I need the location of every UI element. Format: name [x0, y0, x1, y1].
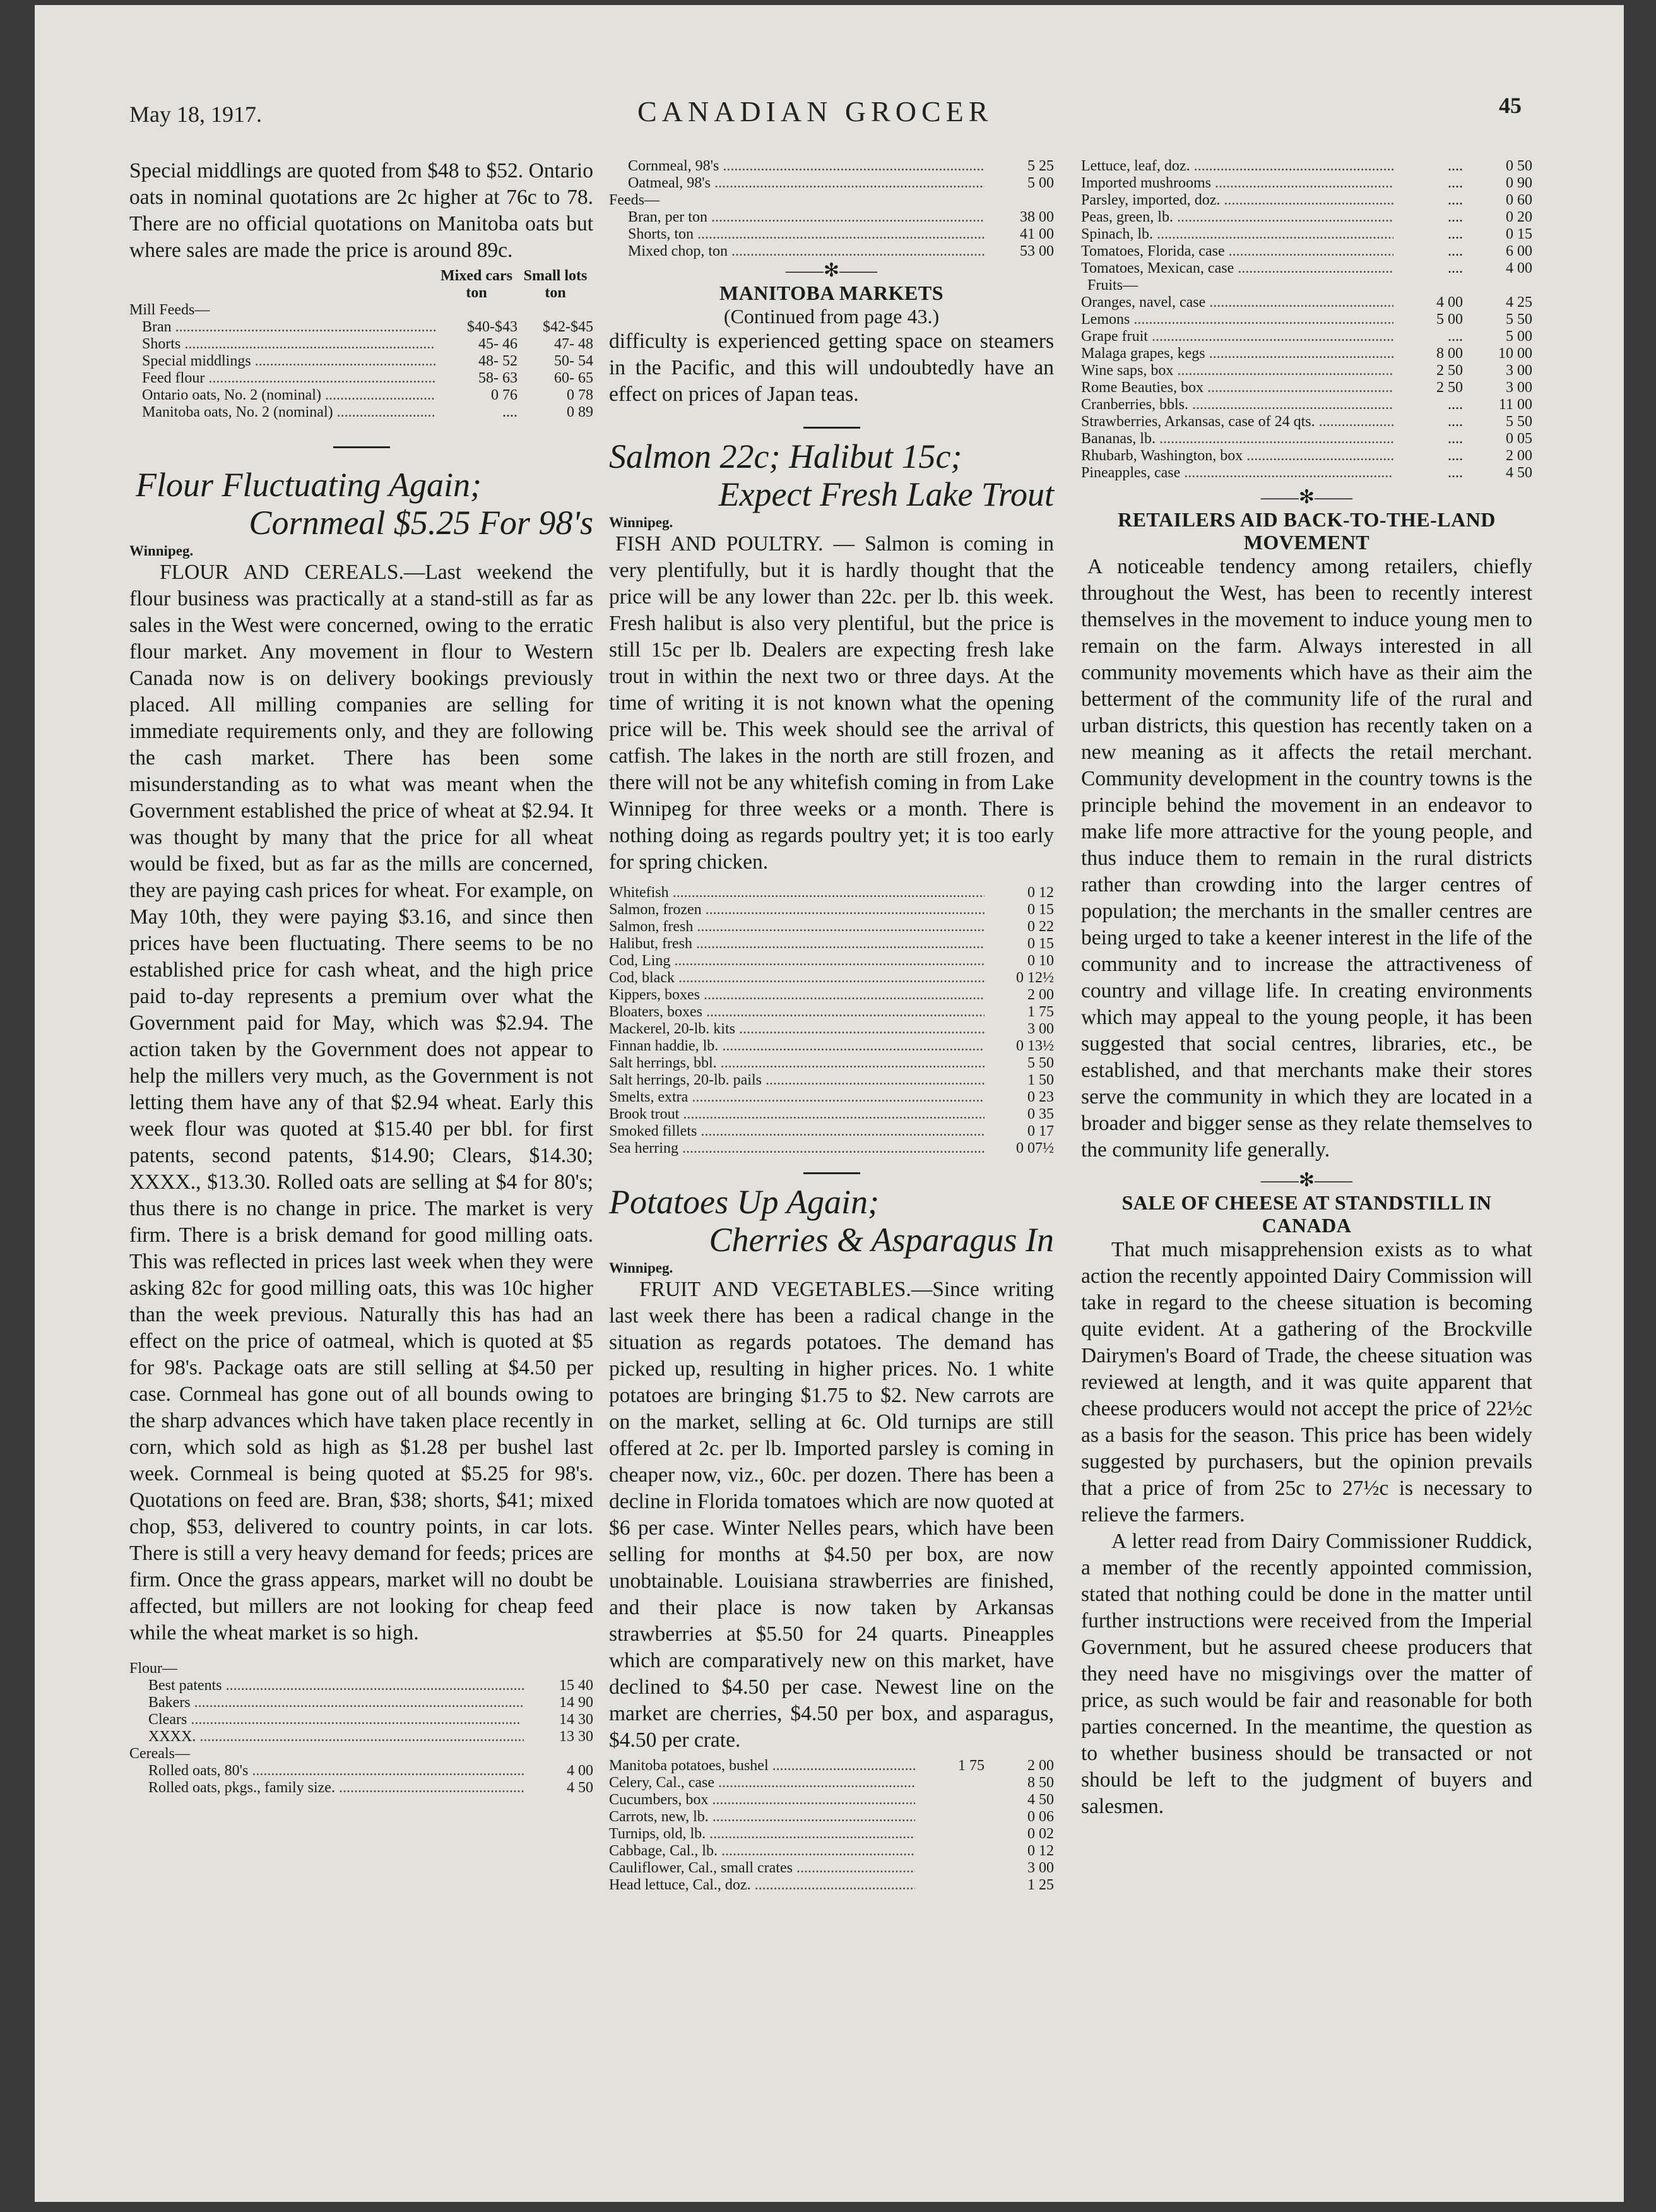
price-value: 15 40 — [559, 1677, 593, 1694]
price-value: 0 12 — [1027, 884, 1054, 901]
divider — [333, 446, 390, 448]
price-item: Ontario oats, No. 2 (nominal) ..... — [129, 387, 435, 404]
price-value: .... — [1448, 175, 1463, 191]
price-row — [1081, 294, 1532, 311]
price-row — [1081, 311, 1532, 328]
price-value: 5 50 — [1027, 1055, 1054, 1071]
price-item: Bloaters, boxes ..... — [609, 1004, 985, 1021]
price-value: 14 30 — [559, 1711, 593, 1728]
price-row — [129, 387, 593, 404]
price-row — [129, 404, 593, 421]
price-row — [609, 1877, 1054, 1894]
col-head-small: Small lots ton — [523, 268, 588, 301]
price-row — [129, 1728, 593, 1745]
column-3 — [1081, 158, 1532, 1820]
price-value: 3 00 — [1506, 362, 1532, 379]
price-row — [1081, 345, 1532, 362]
price-row — [609, 1843, 1054, 1860]
price-row — [129, 370, 593, 387]
price-item: Carrots, new, lb. ..... — [609, 1809, 915, 1826]
price-value: .... — [1448, 192, 1463, 208]
price-row — [609, 243, 1054, 260]
price-item: Shorts ..... — [129, 336, 435, 353]
price-value: 47- 48 — [554, 336, 593, 352]
divider — [803, 427, 860, 429]
price-item: Finnan haddie, lb. ..... — [609, 1038, 985, 1055]
price-value: 60- 65 — [554, 370, 593, 386]
price-value: 3 00 — [1506, 379, 1532, 396]
price-row — [609, 1072, 1054, 1089]
price-row — [1081, 175, 1532, 192]
price-value: 48- 52 — [478, 353, 518, 369]
price-item: Salt herrings, bbl. ..... — [609, 1055, 985, 1072]
price-item: Best patents ..... — [129, 1677, 524, 1694]
headline-line4: Cherries & Asparagus In — [709, 1221, 1054, 1259]
price-value — [915, 1877, 985, 1894]
price-value: .... — [1448, 328, 1463, 345]
price-value: .... — [1448, 260, 1463, 276]
price-item: Strawberries, Arkansas, case of 24 qts. ..... — [1081, 413, 1393, 431]
price-value: 1 75 — [958, 1757, 985, 1774]
retailers-body: A noticeable tendency among retailers, chiefly throughout the West, has been to recently interest themselves in the movement to induce young men to remain on the farm. Always interested in all community movements which have as their aim the betterment of the community life of the rural and urban districts, this question has recently taken on a new meaning as it affects the retail merchant. Community development in the country towns is the principle behind the movement in an endeavor to make life more attractive for the young people, and thus induce them to remain in the rural districts rather than crowding into the larger centres of population; the merchants in the smaller centres are being urged to take a keener interest in the life of the community and to increase the attractiveness of country and village life. In creating environments which may appeal to the young people, it has been suggested that social centres, libraries, etc., be established, and that merchants make their stores serve the community in which they are located in a broader and bigger sense as they relate themselves to the community life generally. — [1081, 555, 1532, 1162]
price-value: 0 12 — [1027, 1843, 1054, 1859]
price-item: Cabbage, Cal., lb. ..... — [609, 1843, 915, 1860]
price-item: Bananas, lb. ..... — [1081, 431, 1393, 448]
price-row — [609, 919, 1054, 936]
column-1 — [129, 158, 593, 1797]
price-value: 0 76 — [491, 387, 518, 403]
price-row — [609, 158, 1054, 175]
price-row — [609, 1123, 1054, 1140]
price-item: Lettuce, leaf, doz. ..... — [1081, 158, 1393, 175]
price-row — [609, 901, 1054, 919]
price-row — [1081, 243, 1532, 260]
price-row — [609, 1021, 1054, 1038]
cheese-body-1: That much misapprehension exists as to what action the recently appointed Dairy Commission will take in regard to the cheese situation is becoming quite evident. At a gathering of the Brockville Dairymen's Board of Trade, the cheese situation was reviewed at length, and it was quite apparent that cheese producers would not accept the price of 22½c as a basis for the season. This price has been widely suggested by purchasers, but the opinion prevails that a price of from 25c to 27½c is necessary to relieve the farmers. — [1081, 1238, 1532, 1526]
price-item: Spinach, lb. ..... — [1081, 226, 1393, 243]
price-item: Malaga grapes, kegs ..... — [1081, 345, 1393, 362]
price-item: Sea herring ..... — [609, 1140, 985, 1157]
price-row — [609, 987, 1054, 1004]
price-item: Celery, Cal., case ..... — [609, 1775, 915, 1792]
price-value: .... — [1448, 413, 1463, 430]
price-value: 5 25 — [1027, 158, 1054, 174]
page-number: 45 — [1499, 93, 1522, 118]
ornament-divider: ——✻—— — [785, 260, 878, 281]
dateline: Winnipeg. — [609, 514, 673, 530]
price-row — [1081, 362, 1532, 379]
price-value: 0 23 — [1027, 1089, 1054, 1105]
price-item: Manitoba oats, No. 2 (nominal) ..... — [129, 404, 435, 421]
price-value: 8 50 — [1027, 1775, 1054, 1791]
price-value: 53 00 — [1020, 243, 1054, 259]
price-value: 4 50 — [1027, 1792, 1054, 1808]
price-value: 4 50 — [1506, 465, 1532, 481]
headline-line1: Salmon 22c; Halibut 15c; — [609, 437, 962, 475]
price-row — [129, 1763, 593, 1780]
headline-line1: Flour Fluctuating Again; — [136, 466, 482, 504]
masthead: CANADIAN GROCER — [637, 95, 993, 128]
price-value: 2 00 — [1027, 1757, 1054, 1774]
ornament-divider: ——✻—— — [1260, 1170, 1353, 1191]
price-row — [1081, 413, 1532, 431]
price-item: Cornmeal, 98's ..... — [609, 158, 985, 175]
price-value: 4 25 — [1506, 294, 1532, 311]
price-value: 5 00 — [1027, 175, 1054, 191]
price-value: 4 00 — [1506, 260, 1532, 276]
price-value: 1 75 — [1027, 1004, 1054, 1020]
price-row — [609, 175, 1054, 192]
price-value: 41 00 — [1020, 226, 1054, 242]
flour-cereals-table — [129, 1660, 593, 1797]
price-item: Wine saps, box ..... — [1081, 362, 1393, 379]
price-value: 0 78 — [567, 387, 593, 403]
dateline: Winnipeg. — [129, 543, 194, 559]
price-value — [915, 1775, 985, 1792]
price-item: Clears ..... — [129, 1711, 524, 1728]
manitoba-heading: MANITOBA MARKETS — [719, 282, 943, 304]
price-value: 1 50 — [1027, 1072, 1054, 1088]
price-value: 0 02 — [1027, 1826, 1054, 1842]
price-row — [609, 1106, 1054, 1123]
section-label: Cereals— — [129, 1745, 190, 1762]
price-item: Kippers, boxes ..... — [609, 987, 985, 1004]
divider — [803, 1172, 860, 1174]
price-item: Brook trout ..... — [609, 1106, 985, 1123]
price-item: Rolled oats, 80's ..... — [129, 1763, 524, 1780]
manitoba-subheading: (Continued from page 43.) — [723, 305, 940, 328]
price-value: 4 50 — [567, 1780, 593, 1796]
price-row — [609, 1140, 1054, 1157]
price-item: XXXX. ..... — [129, 1728, 524, 1745]
price-row — [609, 884, 1054, 901]
price-value: 3 00 — [1027, 1860, 1054, 1876]
price-row — [1081, 209, 1532, 226]
fruit-article-body: FRUIT AND VEGETABLES.—Since writing last week there has been a radical change in the situation as regards potatoes. The demand has picked up, resulting in higher prices. No. 1 white potatoes are bringing $1.75 to $2. New carrots are on the market, selling at 6c. Old turnips are still offered at 2c. per lb. Imported parsley is coming in cheaper now, viz., 60c. per dozen. There has been a decline in Florida tomatoes which are now quoted at $6 per case. Winter Nelles pears, which have been selling for months at $4.50 per box, are now unobtainable. Louisiana strawberries are finished, and their place is now taken by Arkansas strawberries at $5.50 for 24 quarts. Pineapples which are comparatively new on this market, have declined to $4.50 per case. Newest line on the market are cherries, $4.50 per box, and asparagus, $4.50 per crate. — [609, 1278, 1054, 1752]
price-row — [129, 1694, 593, 1711]
price-row — [609, 1809, 1054, 1826]
price-item: Manitoba potatoes, bushel ..... — [609, 1757, 915, 1775]
price-value: 4 00 — [567, 1763, 593, 1779]
flour-article-body: FLOUR AND CEREALS.—Last weekend the flour business was practically at a stand-still as far as sales in the West were concerned, owing to the erratic flour market. Any movement in flour to Western Canada now is on delivery bookings previously placed. All milling companies are selling for immediate requirements only, and they are following the cash market. There has been some misunderstanding as to what was meant when the Government established the price of wheat at $2.94. It was thought by many that the price for all wheat would be fixed, but as far as the mills are concerned, they are paying cash prices for wheat. For example, on May 10th, they were paying $3.16, and since then prices have been fluctuating. There seems to be no established price for cash wheat, and the high price paid to-day represents a premium over what the Government paid for May, which was $2.94. The action taken by the Government does not appear to help the millers very much, as the Government is not letting them have any of that $2.94 wheat. Early this week flour was quoted at $15.40 per bbl. for first patents, second patents, $14.90; Clears, $14.30; XXXX., $13.30. Rolled oats are selling at $4 for 80's; thus there is no change in price. The market is very firm. There is a brisk demand for good milling oats. This was reflected in prices last week when they were asking 82c for good milling oats, this was 10c higher than the week previous. Naturally this has had an effect on the price of oatmeal, which is quoted at $5 for 98's. Package oats are still selling at $4.50 per case. Cornmeal has gone out of all bounds owing to the sharp advances which have taken place recently in corn, which sold as high as $1.28 per bushel last week. Cornmeal is being quoted at $5.25 for 98's. Quotations on feed are. Bran, $38; shorts, $41; mixed chop, $53, delivered to country points, in car lots. There is still a very heavy demand for feeds; prices are firm. Once the grass appears, market will no doubt be affected, but millers are not looking for cheap feed while the wheat market is so high. — [129, 561, 593, 1644]
price-item: Cranberries, bbls. ..... — [1081, 396, 1393, 413]
price-value: 5 00 — [1436, 311, 1463, 328]
price-item: Parsley, imported, doz. ..... — [1081, 192, 1393, 209]
price-row — [609, 936, 1054, 953]
price-row — [1081, 431, 1532, 448]
price-row — [609, 1792, 1054, 1809]
price-row — [1081, 465, 1532, 482]
price-item: Cucumbers, box ..... — [609, 1792, 915, 1809]
price-row — [609, 1757, 1054, 1775]
price-value: 2 50 — [1436, 379, 1463, 396]
headline-line2: Cornmeal $5.25 For 98's — [249, 504, 593, 542]
price-row — [129, 336, 593, 353]
price-value: 0 17 — [1027, 1123, 1054, 1139]
price-item: Special middlings ..... — [129, 353, 435, 370]
section-label: Flour— — [129, 1660, 178, 1677]
price-value: 14 90 — [559, 1694, 593, 1711]
price-item: Mixed chop, ton ..... — [609, 243, 985, 260]
price-value: .... — [1448, 396, 1463, 413]
price-item: Imported mushrooms ..... — [1081, 175, 1393, 192]
price-value: 0 12½ — [1016, 970, 1054, 986]
price-item: Whitefish ..... — [609, 884, 985, 901]
price-value: .... — [1448, 243, 1463, 259]
price-value: 2 50 — [1436, 362, 1463, 379]
section-label: Mill Feeds— — [129, 302, 210, 318]
price-item: Lemons ..... — [1081, 311, 1393, 328]
section-label: Fruits— — [1087, 277, 1138, 294]
price-row — [129, 1677, 593, 1694]
price-item: Rhubarb, Washington, box ..... — [1081, 448, 1393, 465]
price-row — [609, 209, 1054, 226]
price-item: Mackerel, 20-lb. kits ..... — [609, 1021, 985, 1038]
price-value: .... — [1448, 226, 1463, 242]
intro-paragraph: Special middlings are quoted from $48 to $52. Ontario oats in nominal quotations are 2c higher at 76c to 78. There are no official quotations on Manitoba oats but where sales are made the price is around 89c. — [129, 159, 593, 262]
price-value: 5 00 — [1506, 328, 1532, 345]
price-item: Grape fruit ..... — [1081, 328, 1393, 345]
vegetable-price-table — [609, 1757, 1054, 1894]
price-item: Head lettuce, Cal., doz. ..... — [609, 1877, 915, 1894]
price-value: 1 25 — [1027, 1877, 1054, 1893]
price-value: 4 00 — [1436, 294, 1463, 311]
price-row — [1081, 448, 1532, 465]
fish-article-body: FISH AND POULTRY. — Salmon is coming in very plentifully, but it is hardly thought that the price will be any lower than 22c. per lb. this week. Fresh halibut is also very plentiful, but the price is still 15c per lb. Dealers are expecting fresh lake trout in within the next two or three days. At the time of writing it is not known what the opening price will be. This week should see the arrival of catfish. The lakes in the north are still frozen, and there will not be any whitefish coming in from Lake Winnipeg for three weeks or a month. There is nothing doing as regards poultry yet; it is too early for spring chicken. — [609, 532, 1054, 874]
price-item: Bran, per ton ..... — [609, 209, 985, 226]
price-row — [1081, 396, 1532, 413]
col-head-mixed: Mixed cars ton — [441, 268, 512, 301]
price-value: 0 15 — [1506, 226, 1532, 242]
price-value: 0 22 — [1027, 919, 1054, 935]
price-value: 0 15 — [1027, 936, 1054, 952]
fish-price-table — [609, 884, 1054, 1157]
cornmeal-feeds-table — [609, 158, 1054, 260]
issue-date: May 18, 1917. — [129, 102, 262, 127]
price-value: 0 50 — [1506, 158, 1532, 174]
price-value — [915, 1792, 985, 1809]
price-item: Salt herrings, 20-lb. pails ..... — [609, 1072, 985, 1089]
price-value: 38 00 — [1020, 209, 1054, 225]
price-item: Pineapples, case ..... — [1081, 465, 1393, 482]
price-value: .... — [1448, 431, 1463, 447]
price-value: 8 00 — [1436, 345, 1463, 362]
price-value: 2 00 — [1506, 448, 1532, 464]
price-value: 10 00 — [1498, 345, 1532, 362]
price-value: $40-$43 — [467, 319, 518, 335]
price-row — [609, 1055, 1054, 1072]
price-row — [609, 226, 1054, 243]
price-row — [1081, 260, 1532, 277]
price-row — [609, 1826, 1054, 1843]
price-value: 0 07½ — [1016, 1140, 1054, 1157]
price-row — [609, 1004, 1054, 1021]
price-value: 45- 46 — [478, 336, 518, 352]
price-value: .... — [1448, 448, 1463, 464]
price-value — [915, 1809, 985, 1826]
price-value: 0 90 — [1506, 175, 1532, 191]
price-value: .... — [1448, 158, 1463, 174]
price-value — [915, 1860, 985, 1877]
price-row — [129, 319, 593, 336]
price-value: 13 30 — [559, 1728, 593, 1745]
price-item: Smelts, extra ..... — [609, 1089, 985, 1106]
price-item: Oatmeal, 98's ..... — [609, 175, 985, 192]
cheese-body-2: A letter read from Dairy Commissioner Ruddick, a member of the recently appointed commission, stated that nothing could be done in the matter until further instructions were received from the Imperial Government, but he assured cheese producers that they need have no misgivings over the matter of price, as such would be fair and reasonable for both parties concerned. In the meantime, the question as to whether business should be transacted or not should be left to the judgment of buyers and salesmen. — [1081, 1530, 1532, 1818]
price-item: Bran ..... — [129, 319, 435, 336]
price-value: .... — [1448, 465, 1463, 481]
price-item: Cauliflower, Cal., small crates ..... — [609, 1860, 915, 1877]
price-value: 5 50 — [1506, 413, 1532, 430]
price-item: Turnips, old, lb. ..... — [609, 1826, 915, 1843]
price-row — [609, 970, 1054, 987]
cheese-heading: SALE OF CHEESE AT STANDSTILL IN CANADA — [1121, 1191, 1492, 1237]
price-item: Tomatoes, Mexican, case ..... — [1081, 260, 1393, 277]
price-item: Feed flour ..... — [129, 370, 435, 387]
price-value: 0 20 — [1506, 209, 1532, 225]
price-value: .... — [502, 404, 518, 420]
price-row — [129, 1780, 593, 1797]
price-item: Peas, green, lb. ..... — [1081, 209, 1393, 226]
headline-line2: Expect Fresh Lake Trout — [718, 475, 1054, 513]
price-value: 58- 63 — [478, 370, 518, 386]
ornament-divider: ——✻—— — [1260, 487, 1353, 508]
mill-feeds-table — [129, 268, 593, 421]
price-row — [1081, 158, 1532, 175]
price-value: 50- 54 — [554, 353, 593, 369]
produce-price-table — [1081, 158, 1532, 482]
price-item: Salmon, frozen ..... — [609, 901, 985, 919]
price-item: Oranges, navel, case ..... — [1081, 294, 1393, 311]
price-value — [915, 1843, 985, 1860]
price-item: Tomatoes, Florida, case ..... — [1081, 243, 1393, 260]
price-value: 11 00 — [1498, 396, 1532, 413]
price-value: 6 00 — [1506, 243, 1532, 259]
price-row — [1081, 192, 1532, 209]
price-value: 3 00 — [1027, 1021, 1054, 1037]
price-item: Cod, black ..... — [609, 970, 985, 987]
price-item: Bakers ..... — [129, 1694, 524, 1711]
price-value: 0 05 — [1506, 431, 1532, 447]
price-row — [609, 1089, 1054, 1106]
price-item: Halibut, fresh ..... — [609, 936, 985, 953]
price-value: 0 15 — [1027, 901, 1054, 918]
price-row — [1081, 328, 1532, 345]
price-item: Cod, Ling ..... — [609, 953, 985, 970]
headline-line3: Potatoes Up Again; — [609, 1183, 879, 1221]
column-2 — [609, 158, 1054, 1894]
price-value: 5 50 — [1506, 311, 1532, 328]
price-row — [609, 1860, 1054, 1877]
price-row — [609, 1775, 1054, 1792]
price-row — [129, 353, 593, 370]
section-label: Feeds— — [609, 192, 659, 208]
price-value: $42-$45 — [543, 319, 593, 335]
price-item: Salmon, fresh ..... — [609, 919, 985, 936]
price-value: 0 35 — [1027, 1106, 1054, 1122]
price-item: Rolled oats, pkgs., family size. ..... — [129, 1780, 524, 1797]
retailers-heading: RETAILERS AID BACK-TO-THE-LAND MOVEMENT — [1118, 508, 1496, 554]
price-row — [609, 953, 1054, 970]
price-value: 0 10 — [1027, 953, 1054, 969]
price-value: 0 89 — [567, 404, 593, 420]
price-value: 2 00 — [1027, 987, 1054, 1003]
price-row — [609, 1038, 1054, 1055]
price-item: Shorts, ton ..... — [609, 226, 985, 243]
price-item: Smoked fillets ..... — [609, 1123, 985, 1140]
price-value: 0 06 — [1027, 1809, 1054, 1825]
dateline: Winnipeg. — [609, 1260, 673, 1276]
manitoba-body: difficulty is experienced getting space on steamers in the Pacific, and this will undoubtedly have an effect on prices of Japan teas. — [609, 330, 1054, 406]
price-value: 0 60 — [1506, 192, 1532, 208]
price-value: .... — [1448, 209, 1463, 225]
price-row — [1081, 226, 1532, 243]
price-item: Rome Beauties, box ..... — [1081, 379, 1393, 396]
price-value — [915, 1826, 985, 1843]
price-row — [1081, 379, 1532, 396]
price-row — [129, 1711, 593, 1728]
price-value: 0 13½ — [1016, 1038, 1054, 1054]
